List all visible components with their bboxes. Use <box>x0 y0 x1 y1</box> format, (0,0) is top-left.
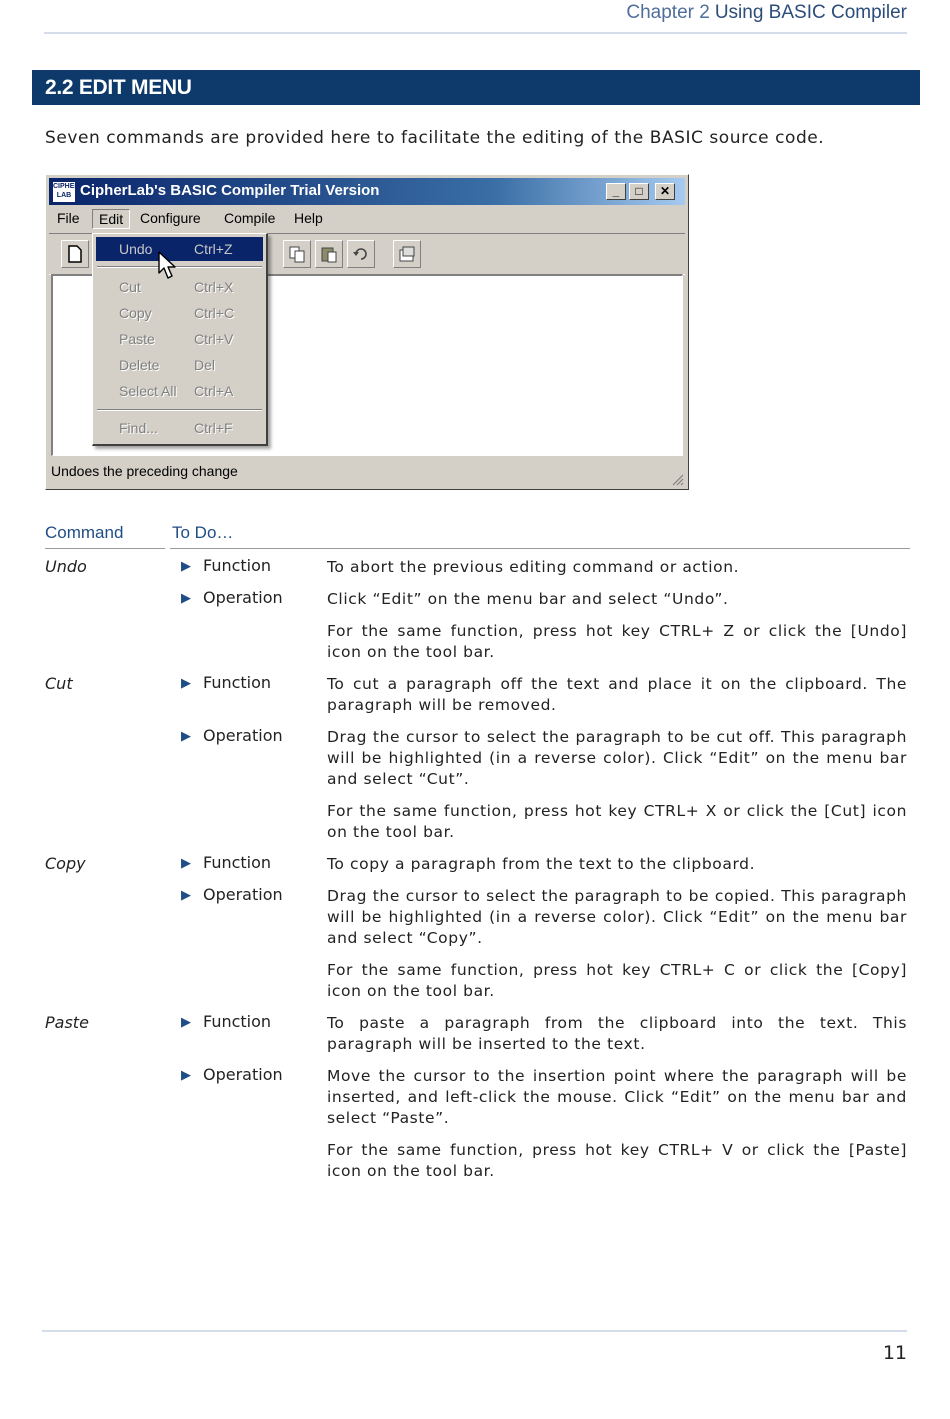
label-text: Function <box>203 673 272 692</box>
copy-icon[interactable] <box>283 240 311 268</box>
edit-menu-delete-label: Delete <box>119 357 160 373</box>
minimize-button[interactable]: _ <box>606 183 626 200</box>
section-title: 2.2 EDIT MENU <box>32 70 920 105</box>
bullet-triangle-icon: ▶ <box>181 676 191 691</box>
bullet-triangle-icon: ▶ <box>181 729 191 744</box>
edit-menu-select-all-label: Select All <box>119 383 177 399</box>
bullet-triangle-icon: ▶ <box>181 591 191 606</box>
menu-compile[interactable]: Compile <box>224 210 276 226</box>
paste-hotkey-text: For the same function, press hot key CTRL+ V or click the [Paste] icon on the tool bar. <box>327 1141 907 1180</box>
edit-menu-copy[interactable] <box>96 301 263 325</box>
command-paste: Paste <box>45 1013 89 1032</box>
paste-operation-text: Move the cursor to the insertion point where the paragraph will be inserted, and left-click the mouse. Click “Edit” on the menu bar and select “Paste”. <box>327 1067 907 1127</box>
label-text: Operation <box>203 588 283 607</box>
menu-file[interactable]: File <box>57 210 80 226</box>
close-button[interactable]: ✕ <box>655 183 675 200</box>
bullet-triangle-icon: ▶ <box>181 888 191 903</box>
edit-menu-copy-label: Copy <box>119 305 152 321</box>
menu-help[interactable]: Help <box>294 210 323 226</box>
bullet-triangle-icon: ▶ <box>181 1015 191 1030</box>
cut-function-text: To cut a paragraph off the text and place it on the clipboard. The paragraph will be removed. <box>327 675 907 714</box>
chapter-title: Using BASIC Compiler <box>714 2 907 23</box>
menu-configure[interactable]: Configure <box>140 210 201 226</box>
app-logo: CIPHER LAB <box>53 182 75 202</box>
undo-operation-label <box>181 588 283 607</box>
chapter-header <box>626 2 907 24</box>
maximize-button[interactable]: □ <box>629 183 649 200</box>
cut-function-label <box>181 673 271 692</box>
cut-operation-text: Drag the cursor to select the paragraph to be cut off. This paragraph will be highlighted (in a reverse color). Click “Edit” on the menu bar and select “Cut”. <box>327 728 907 788</box>
footer-divider <box>42 1330 907 1332</box>
copy-function-text: To copy a paragraph from the text to the clipboard. <box>327 855 756 873</box>
table-header-todo: To Do… <box>172 523 234 542</box>
edit-menu-paste[interactable] <box>96 327 263 351</box>
app-window-screenshot <box>45 174 689 490</box>
window-title: CipherLab's BASIC Compiler Trial Version <box>80 182 380 199</box>
command-copy: Copy <box>45 854 86 873</box>
table-header-divider <box>45 548 165 549</box>
page-number: 11 <box>882 1342 907 1364</box>
undo-icon[interactable] <box>347 240 375 268</box>
table-header-command: Command <box>45 523 124 542</box>
copy-hotkey-text: For the same function, press hot key CTRL+ C or click the [Copy] icon on the tool bar. <box>327 961 907 1000</box>
edit-menu-undo-shortcut: Ctrl+Z <box>194 241 233 257</box>
paste-operation-label <box>181 1065 283 1084</box>
edit-menu-select-all[interactable] <box>96 379 263 403</box>
table-header-divider <box>170 548 910 549</box>
edit-menu-undo-label: Undo <box>119 241 153 257</box>
edit-menu-find-label: Find... <box>119 420 158 436</box>
menu-edit[interactable]: Edit <box>92 209 130 229</box>
header-divider <box>44 32 907 34</box>
label-text: Function <box>203 556 272 575</box>
edit-menu-select-all-shortcut: Ctrl+A <box>194 383 234 399</box>
properties-icon[interactable] <box>393 240 421 268</box>
mouse-pointer-icon <box>158 251 180 281</box>
edit-menu-cut-shortcut: Ctrl+X <box>194 279 234 295</box>
title-bar <box>49 178 685 205</box>
command-undo: Undo <box>45 557 87 576</box>
undo-operation-text: Click “Edit” on the menu bar and select “Undo”. <box>327 590 729 608</box>
paste-icon[interactable] <box>315 240 343 268</box>
cut-hotkey-text: For the same function, press hot key CTRL+ X or click the [Cut] icon on the tool bar. <box>327 802 907 841</box>
label-text: Operation <box>203 1065 283 1084</box>
edit-menu-dropdown <box>92 233 268 446</box>
edit-menu-delete-shortcut: Del <box>194 357 216 373</box>
bullet-triangle-icon: ▶ <box>181 856 191 871</box>
edit-menu-cut-label: Cut <box>119 279 141 295</box>
cut-operation-label <box>181 726 283 745</box>
undo-hotkey-text: For the same function, press hot key CTRL+ Z or click the [Undo] icon on the tool bar. <box>327 622 907 661</box>
label-text: Operation <box>203 726 283 745</box>
edit-menu-delete[interactable] <box>96 353 263 377</box>
copy-operation-label <box>181 885 283 904</box>
edit-menu-copy-shortcut: Ctrl+C <box>194 305 235 321</box>
bullet-triangle-icon: ▶ <box>181 1068 191 1083</box>
copy-operation-text: Drag the cursor to select the paragraph to be copied. This paragraph will be highlighted (in a reverse color). Click “Edit” on the menu bar and select “Copy”. <box>327 887 907 947</box>
command-cut: Cut <box>45 674 73 693</box>
copy-function-label <box>181 853 271 872</box>
paste-function-label <box>181 1012 271 1031</box>
resize-grip-icon[interactable] <box>670 472 684 486</box>
label-text: Operation <box>203 885 283 904</box>
status-bar-text: Undoes the preceding change <box>51 463 238 479</box>
edit-menu-paste-shortcut: Ctrl+V <box>194 331 234 347</box>
label-text: Function <box>203 1012 272 1031</box>
label-text: Function <box>203 853 272 872</box>
undo-function-label <box>181 556 271 575</box>
new-file-icon[interactable] <box>61 240 89 268</box>
menu-bar <box>49 207 685 229</box>
menu-separator <box>97 409 262 411</box>
edit-menu-paste-label: Paste <box>119 331 155 347</box>
paste-function-text: To paste a paragraph from the clipboard into the text. This paragraph will be inserted to the text. <box>327 1014 907 1053</box>
chapter-number: Chapter 2 <box>626 2 710 23</box>
undo-function-text: To abort the previous editing command or action. <box>327 558 740 576</box>
bullet-triangle-icon: ▶ <box>181 559 191 574</box>
edit-menu-find-shortcut: Ctrl+F <box>194 420 233 436</box>
edit-menu-find[interactable] <box>96 416 263 440</box>
intro-paragraph: Seven commands are provided here to facilitate the editing of the BASIC source code. <box>45 128 825 148</box>
